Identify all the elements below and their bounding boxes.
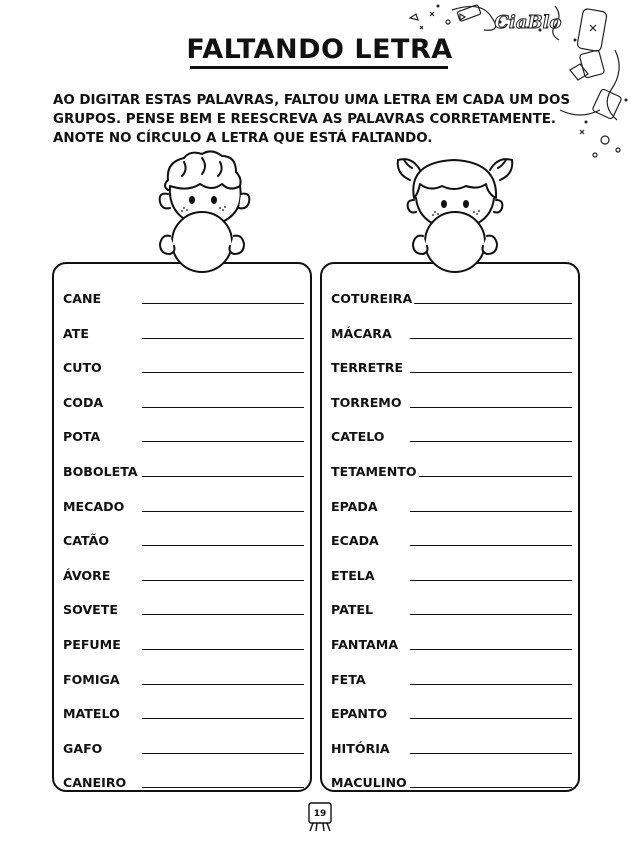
word-row bbox=[322, 498, 578, 518]
word-row bbox=[322, 567, 578, 587]
answer-line[interactable] bbox=[410, 372, 572, 373]
word-row bbox=[54, 498, 310, 518]
word-row bbox=[322, 532, 578, 552]
instructions bbox=[53, 91, 613, 148]
word-row bbox=[54, 671, 310, 691]
word-label: MÁCARA bbox=[331, 325, 392, 341]
answer-line[interactable] bbox=[410, 614, 572, 615]
answer-line[interactable] bbox=[410, 511, 572, 512]
word-row bbox=[322, 671, 578, 691]
word-row bbox=[54, 359, 310, 379]
answer-line[interactable] bbox=[410, 338, 572, 339]
word-row bbox=[322, 325, 578, 345]
word-label: TORREMO bbox=[331, 394, 402, 410]
word-row bbox=[322, 290, 578, 310]
word-row bbox=[54, 705, 310, 725]
title-underline bbox=[190, 66, 448, 69]
word-label: FETA bbox=[331, 671, 366, 687]
word-label: CANE bbox=[63, 291, 102, 306]
word-row bbox=[322, 359, 578, 379]
word-row bbox=[54, 463, 310, 483]
word-row bbox=[54, 394, 310, 414]
answer-line[interactable] bbox=[142, 787, 304, 788]
answer-line[interactable] bbox=[142, 441, 304, 442]
word-label: EPANTO bbox=[331, 706, 388, 722]
word-label: CODA bbox=[63, 394, 104, 410]
word-label: BOBOLETA bbox=[63, 464, 138, 479]
word-label: PATEL bbox=[331, 602, 374, 618]
instruction-line: AO DIGITAR ESTAS PALAVRAS, FALTOU UMA LETRA EM CADA UM DOS bbox=[53, 93, 571, 108]
word-row bbox=[54, 567, 310, 587]
answer-line[interactable] bbox=[410, 718, 572, 719]
instruction-line: GRUPOS. PENSE BEM E REESCREVA AS PALAVRAS CORRETAMENTE. bbox=[53, 112, 556, 127]
answer-line[interactable] bbox=[142, 718, 304, 719]
word-row bbox=[322, 636, 578, 656]
word-label: SOVETE bbox=[63, 602, 118, 618]
word-row bbox=[322, 394, 578, 414]
word-label: HITÓRIA bbox=[331, 740, 390, 756]
word-label: COTUREIRA bbox=[331, 291, 413, 306]
answer-line[interactable] bbox=[142, 649, 304, 650]
word-label: ETELA bbox=[331, 567, 375, 583]
answer-line[interactable] bbox=[142, 753, 304, 754]
word-label: EPADA bbox=[331, 498, 378, 514]
answer-line[interactable] bbox=[142, 303, 304, 304]
answer-line[interactable] bbox=[410, 649, 572, 650]
word-row bbox=[322, 705, 578, 725]
word-label: TETAMENTO bbox=[331, 464, 417, 479]
word-label: ATE bbox=[63, 325, 89, 341]
answer-line[interactable] bbox=[142, 545, 304, 546]
word-label: MECADO bbox=[63, 498, 125, 514]
word-label: CATÃO bbox=[63, 533, 110, 549]
word-label: CANEIRO bbox=[63, 775, 127, 791]
word-row bbox=[54, 774, 310, 794]
answer-line[interactable] bbox=[142, 372, 304, 373]
word-row bbox=[54, 532, 310, 552]
word-label: GAFO bbox=[63, 740, 103, 756]
answer-line[interactable] bbox=[410, 753, 572, 754]
word-label: CUTO bbox=[63, 360, 102, 376]
word-label: MACULINO bbox=[331, 775, 407, 791]
page-number: 19 bbox=[313, 809, 327, 819]
word-row bbox=[322, 601, 578, 621]
word-row bbox=[54, 428, 310, 448]
word-row bbox=[322, 774, 578, 794]
answer-line[interactable] bbox=[142, 338, 304, 339]
right-word-panel bbox=[320, 262, 580, 792]
answer-line[interactable] bbox=[142, 684, 304, 685]
answer-line[interactable] bbox=[410, 545, 572, 546]
answer-line[interactable] bbox=[142, 407, 304, 408]
word-label: CATELO bbox=[331, 429, 385, 445]
girl-illustration bbox=[390, 150, 520, 275]
word-row bbox=[322, 740, 578, 760]
word-row bbox=[54, 601, 310, 621]
word-row bbox=[322, 463, 578, 483]
answer-line[interactable] bbox=[142, 614, 304, 615]
answer-line[interactable] bbox=[410, 580, 572, 581]
boy-illustration bbox=[140, 150, 270, 275]
answer-line[interactable] bbox=[142, 580, 304, 581]
word-label: ÁVORE bbox=[63, 567, 111, 583]
answer-line[interactable] bbox=[410, 787, 572, 788]
word-row bbox=[54, 290, 310, 310]
answer-line[interactable] bbox=[419, 476, 572, 477]
word-row bbox=[54, 636, 310, 656]
instruction-line: ANOTE NO CÍRCULO A LETRA QUE ESTÁ FALTANDO. bbox=[53, 131, 433, 146]
answer-line[interactable] bbox=[410, 407, 572, 408]
page-title: FALTANDO LETRA bbox=[186, 34, 453, 65]
word-row bbox=[54, 325, 310, 345]
answer-line[interactable] bbox=[410, 441, 572, 442]
logo-text: CiaBlo bbox=[494, 12, 562, 33]
word-label: FANTAMA bbox=[331, 637, 399, 652]
word-row bbox=[54, 740, 310, 760]
answer-line[interactable] bbox=[410, 684, 572, 685]
answer-line[interactable] bbox=[414, 303, 572, 304]
word-label: MATELO bbox=[63, 706, 120, 722]
word-label: PEFUME bbox=[63, 637, 121, 652]
answer-line[interactable] bbox=[142, 511, 304, 512]
word-row bbox=[322, 428, 578, 448]
word-label: POTA bbox=[63, 429, 101, 445]
word-label: TERRETRE bbox=[331, 360, 404, 376]
word-label: FOMIGA bbox=[63, 671, 120, 687]
left-word-panel bbox=[52, 262, 312, 792]
word-label: ECADA bbox=[331, 533, 379, 549]
answer-line[interactable] bbox=[142, 476, 304, 477]
